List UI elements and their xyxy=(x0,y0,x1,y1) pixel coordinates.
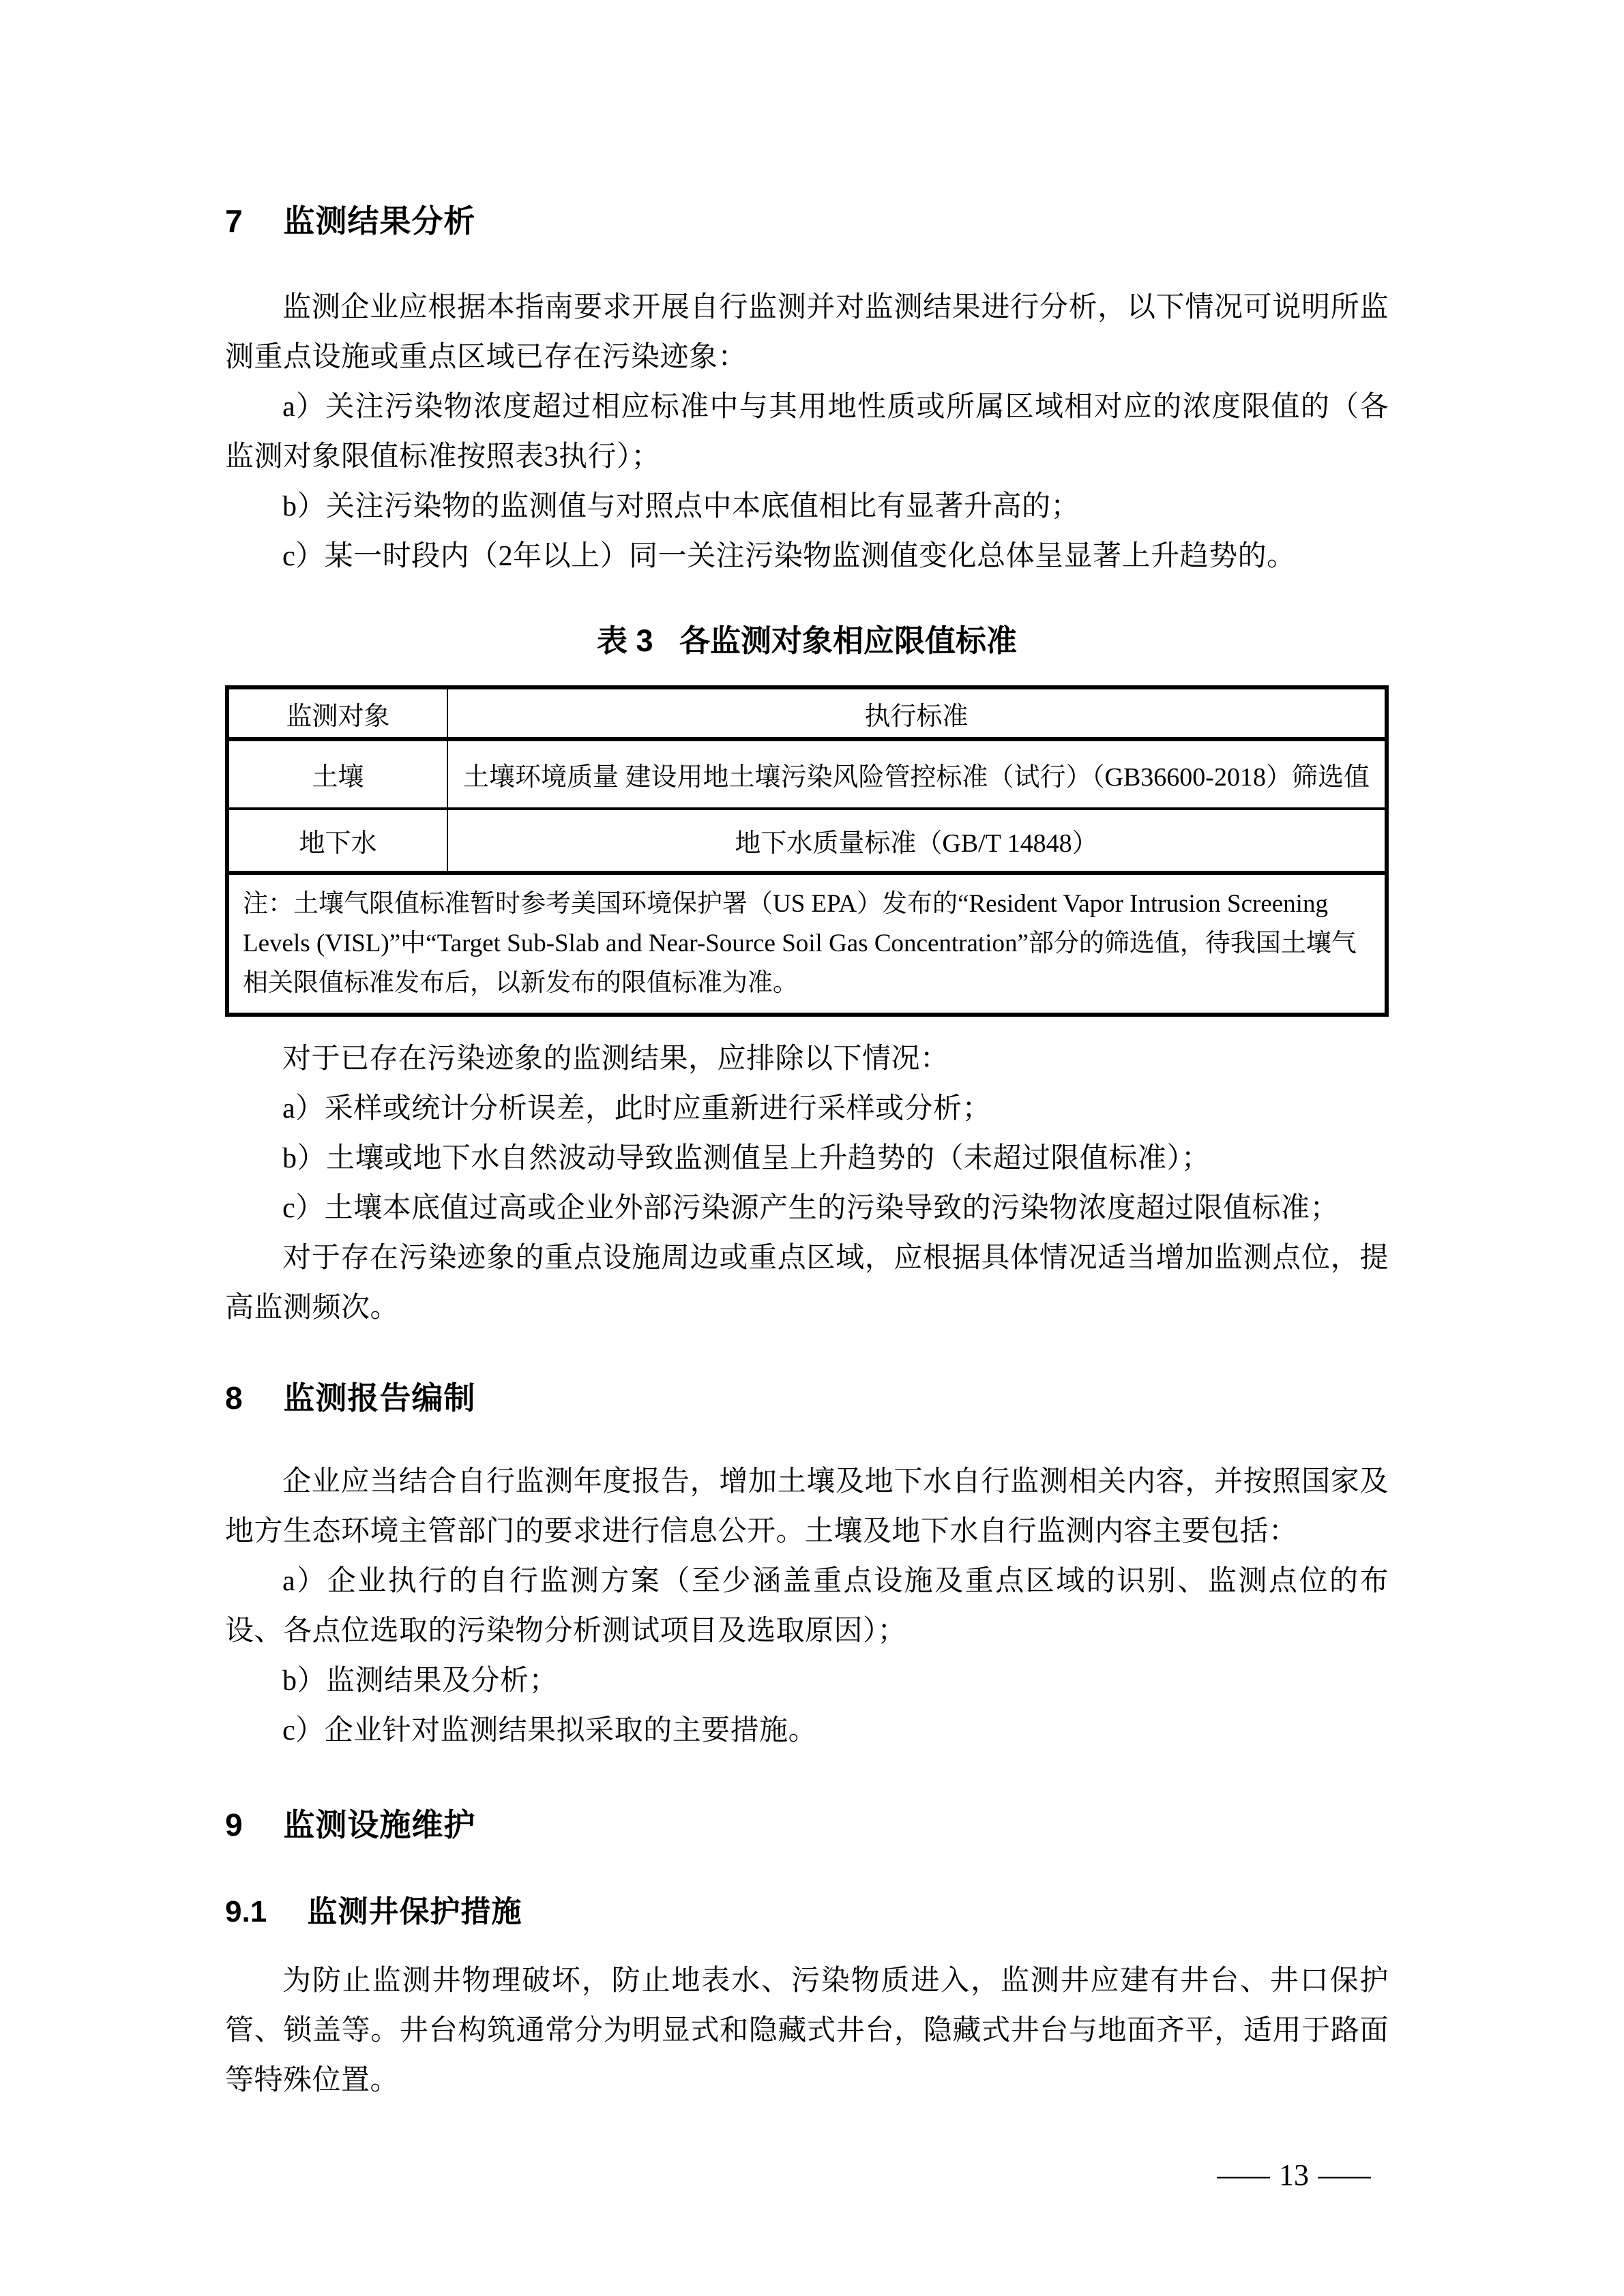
page-number: 13 xyxy=(1279,2158,1309,2192)
col-header-monitoring-object: 监测对象 xyxy=(227,687,447,739)
section-7-item-c: c）某一时段内（2年以上）同一关注污染物监测值变化总体呈显著上升趋势的。 xyxy=(282,541,1296,572)
table-row-groundwater xyxy=(227,809,1387,873)
cell-soil-standard: 土壤环境质量 建设用地土壤污染风险管控标准（试行）（GB36600-2018）筛选值 xyxy=(447,739,1387,809)
table-3-caption-title: 各监测对象相应限值标准 xyxy=(679,623,1018,658)
section-8-intro-paragraph: 企业应当结合自行监测年度报告，增加土壤及地下水自行监测相关内容，并按照国家及地方生态环境主管部门的要求进行信息公开。土壤及地下水自行监测内容主要包括： xyxy=(225,1466,1389,1547)
section-8-heading xyxy=(225,1378,1389,1418)
table-3-caption-label: 表 3 xyxy=(596,623,653,658)
section-7-intro-paragraph: 监测企业应根据本指南要求开展自行监测并对监测结果进行分析，以下情况可说明所监测重点设施或重点区域已存在污染迹象： xyxy=(225,292,1389,373)
section-8-item-a: a）企业执行的自行监测方案（至少涵盖重点设施及重点区域的识别、监测点位的布设、各点位选取的污染物分析测试项目及选取原因）； xyxy=(225,1566,1389,1647)
col-header-executed-standard: 执行标准 xyxy=(447,687,1387,739)
section-7-number: 7 xyxy=(225,203,243,239)
page-footer xyxy=(1208,2158,1380,2192)
table-note-row xyxy=(227,873,1387,1015)
followup-close-paragraph: 对于存在污染迹象的重点设施周边或重点区域，应根据具体情况适当增加监测点位，提高监测频次。 xyxy=(225,1242,1389,1324)
table-note: 注：土壤气限值标准暂时参考美国环境保护署（US EPA）发布的“Resident Vapor Intrusion Screening Levels (VISL)”中“Target Sub-Slab and Near-Source Soil Gas Concentration”部分的筛选值，待我国土壤气相关限值标准发布后，以新发布的限值标准为准。 xyxy=(243,890,1357,997)
followup-item-c: c）土壤本底值过高或企业外部污染源产生的污染导致的污染物浓度超过限值标准； xyxy=(282,1193,1340,1224)
section-8-title: 监测报告编制 xyxy=(283,1380,476,1416)
section-9-1-heading xyxy=(225,1892,1389,1932)
section-9-1-title: 监测井保护措施 xyxy=(307,1895,522,1928)
followup-intro-paragraph: 对于已存在污染迹象的监测结果，应排除以下情况： xyxy=(282,1043,949,1075)
table-row-soil xyxy=(227,739,1387,809)
section-8-number: 8 xyxy=(225,1380,243,1416)
table-header xyxy=(227,687,1387,739)
section-9-heading xyxy=(225,1805,1389,1845)
footer-dash-right: — xyxy=(1318,2158,1371,2192)
section-8-item-c: c）企业针对监测结果拟采取的主要措施。 xyxy=(282,1715,818,1746)
footer-dash-left: — xyxy=(1217,2158,1270,2192)
cell-groundwater-label: 地下水 xyxy=(227,809,447,873)
section-9-title: 监测设施维护 xyxy=(283,1807,476,1843)
table-header-row xyxy=(227,687,1387,739)
followup-item-b: b）土壤或地下水自然波动导致监测值呈上升趋势的（未超过限值标准）； xyxy=(282,1143,1211,1174)
section-7-item-b: b）关注污染物的监测值与对照点中本底值相比有显著升高的； xyxy=(282,491,1080,522)
followup-item-a: a）采样或统计分析误差，此时应重新进行采样或分析； xyxy=(282,1093,992,1124)
section-7-item-a: a）关注污染物浓度超过相应标准中与其用地性质或所属区域相对应的浓度限值的（各监测对象限值标准按照表3执行）； xyxy=(225,391,1389,473)
section-7-title: 监测结果分析 xyxy=(283,203,476,239)
section-8-item-b: b）监测结果及分析； xyxy=(282,1665,559,1697)
table-body xyxy=(227,739,1387,1015)
section-9-number: 9 xyxy=(225,1807,243,1843)
limit-standards-table xyxy=(225,685,1389,1017)
section-9-1-paragraph: 为防止监测井物理破坏，防止地表水、污染物质进入，监测井应建有井台、井口保护管、锁盖等。井台构筑通常分为明显式和隐藏式井台，隐藏式井台与地面齐平，适用于路面等特殊位置。 xyxy=(225,1965,1389,2096)
cell-groundwater-standard: 地下水质量标准（GB/T 14848） xyxy=(447,809,1387,873)
table-3-caption xyxy=(225,621,1389,661)
section-9-1-number: 9.1 xyxy=(225,1895,267,1928)
page-content xyxy=(225,0,1389,2106)
section-7-heading xyxy=(225,201,1389,241)
cell-soil-label: 土壤 xyxy=(227,739,447,809)
